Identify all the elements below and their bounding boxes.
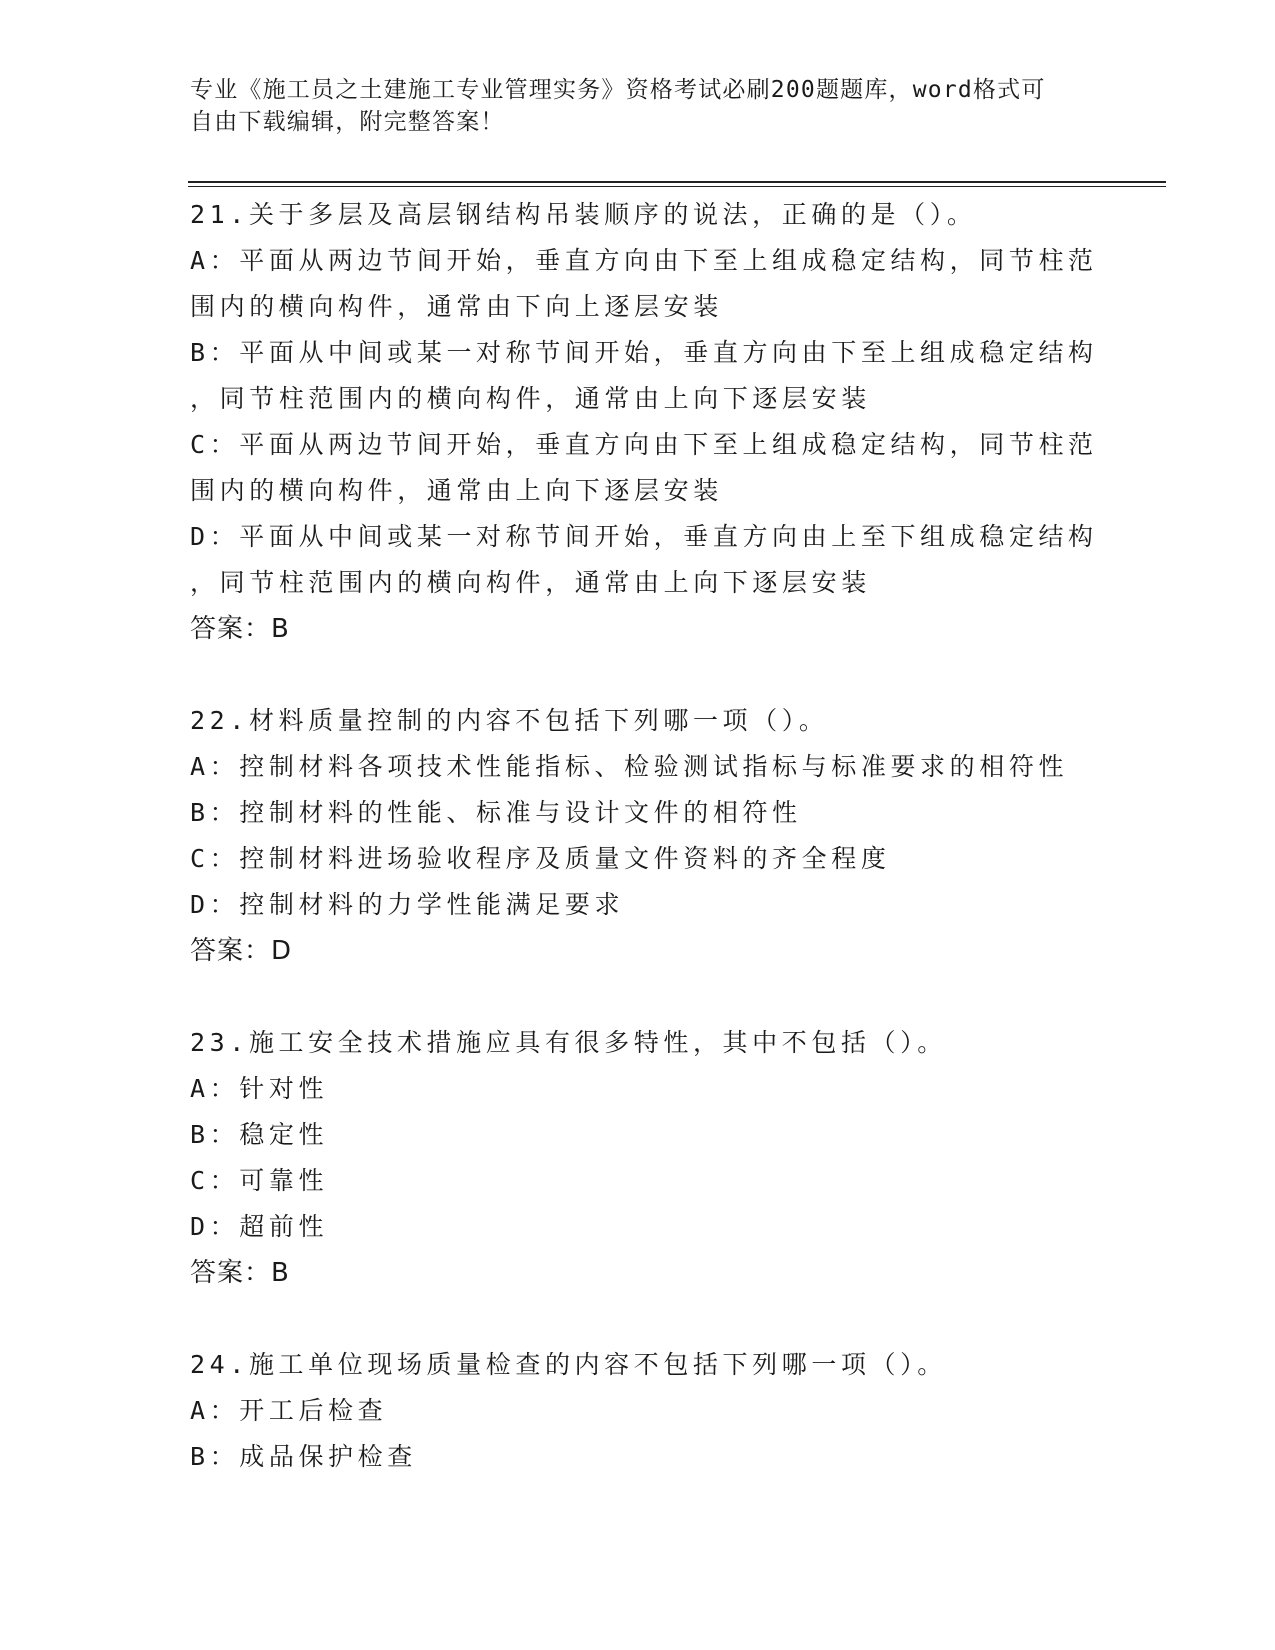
answer-label: 答案：B [190,614,290,644]
option-b: B：控制材料的性能、标准与设计文件的相符性 [190,798,802,827]
option-b: B：稳定性 [190,1120,329,1149]
question-24 [190,1342,1090,1480]
question-stem: 24.施工单位现场质量检查的内容不包括下列哪一项（）。 [190,1350,947,1379]
question-stem: 21.关于多层及高层钢结构吊装顺序的说法，正确的是（）。 [190,200,977,229]
option-b: B：成品保护检查 [190,1442,417,1471]
option-a-line-1: A：平面从两边节间开始，垂直方向由下至上组成稳定结构，同节柱范 [190,246,1098,275]
question-21 [190,192,1098,652]
question-stem: 22.材料质量控制的内容不包括下列哪一项（）。 [190,706,829,735]
option-a: A：控制材料各项技术性能指标、检验测试指标与标准要求的相符性 [190,752,1069,781]
answer-label: 答案：B [190,1258,290,1288]
question-spacer [190,1296,1090,1342]
option-d: D：控制材料的力学性能满足要求 [190,890,625,919]
option-c-line-1: C：平面从两边节间开始，垂直方向由下至上组成稳定结构，同节柱范 [190,430,1098,459]
option-d: D：超前性 [190,1212,329,1241]
question-spacer [190,652,1090,698]
question-stem: 23.施工安全技术措施应具有很多特性，其中不包括（）。 [190,1028,947,1057]
question-23 [190,1020,1090,1296]
option-c-line-2: 围内的横向构件，通常由上向下逐层安装 [190,476,723,505]
question-list [190,192,1098,1480]
option-a: A：针对性 [190,1074,329,1103]
document-header [190,74,1090,138]
option-d-line-2: ，同节柱范围内的横向构件，通常由上向下逐层安装 [190,568,871,597]
header-line-2: 自由下载编辑，附完整答案！ [190,109,505,135]
question-22 [190,698,1090,974]
option-a-line-2: 围内的横向构件，通常由下向上逐层安装 [190,292,723,321]
answer-label: 答案：D [190,936,293,966]
option-b-line-2: ，同节柱范围内的横向构件，通常由上向下逐层安装 [190,384,871,413]
option-c: C：控制材料进场验收程序及质量文件资料的齐全程度 [190,844,891,873]
option-d-line-1: D：平面从中间或某一对称节间开始，垂直方向由上至下组成稳定结构 [190,522,1098,551]
question-spacer [190,974,1090,1020]
header-line-1: 专业《施工员之土建施工专业管理实务》资格考试必刷200题题库，word格式可 [190,77,1046,103]
header-divider-top [188,181,1166,183]
option-a: A：开工后检查 [190,1396,388,1425]
option-c: C：可靠性 [190,1166,329,1195]
option-b-line-1: B：平面从中间或某一对称节间开始，垂直方向由下至上组成稳定结构 [190,338,1098,367]
header-divider-bottom [188,186,1166,187]
